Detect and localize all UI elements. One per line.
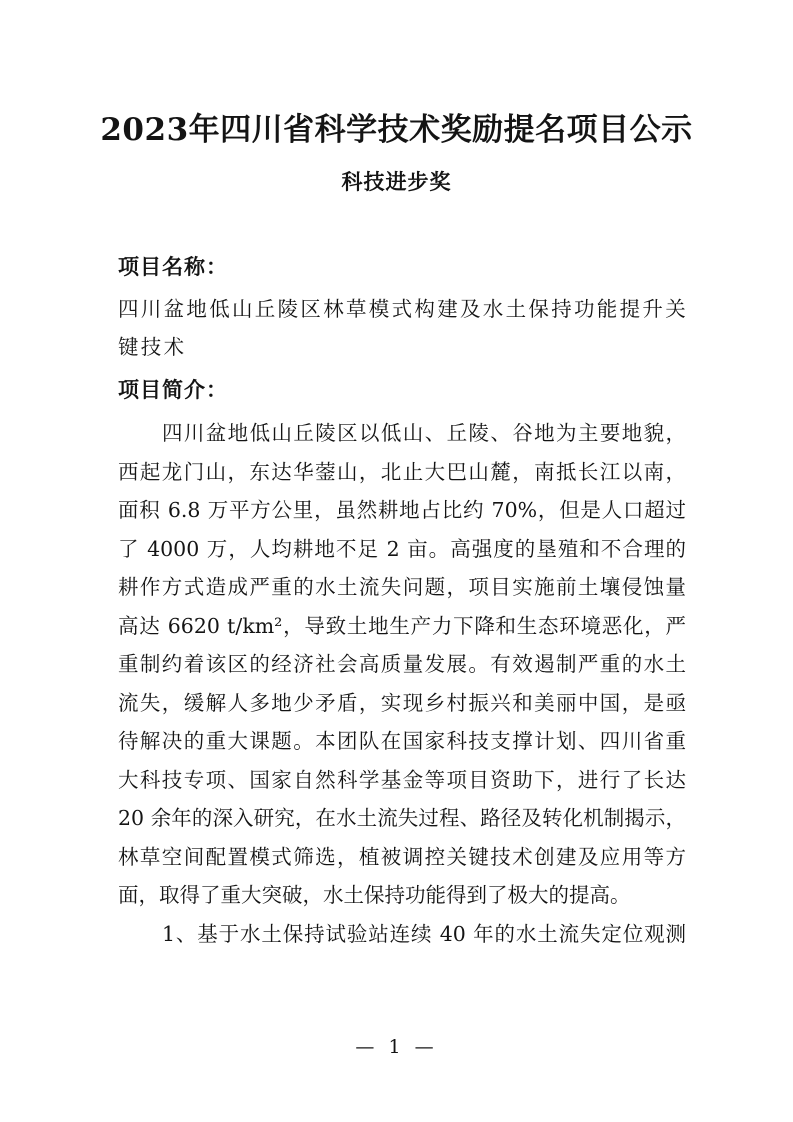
body-line: 重制约着该区的经济社会高质量发展。有效遏制严重的水土 [118, 652, 686, 676]
project-name-line: 键技术 [118, 335, 187, 359]
body-line: 面，取得了重大突破，水土保持功能得到了极大的提高。 [118, 883, 631, 907]
project-intro-label: 项目简介： [118, 377, 228, 402]
body-line: 面积 6.8 万平方公里，虽然耕地占比约 70%，但是人口超过 [118, 498, 686, 522]
body-line: 流失，缓解人多地少矛盾，实现乡村振兴和美丽中国，是亟 [118, 690, 686, 715]
body-line: 四川盆地低山丘陵区以低山、丘陵、谷地为主要地貌， [162, 421, 686, 445]
document-title: 2023年四川省科学技术奖励提名项目公示 [100, 112, 693, 148]
project-name-line: 四川盆地低山丘陵区林草模式构建及水土保持功能提升关 [118, 297, 688, 321]
body-line: 1、基于水土保持试验站连续 40 年的水土流失定位观测 [162, 921, 686, 946]
body-line: 大科技专项、国家自然科学基金等项目资助下，进行了长达 [118, 767, 686, 792]
project-name-label: 项目名称： [118, 254, 228, 279]
body-line: 待解决的重大课题。本团队在国家科技支撑计划、四川省重 [118, 729, 686, 753]
body-line: 林草空间配置模式筛选，植被调控关键技术创建及应用等方 [118, 844, 686, 869]
body-line: 20 余年的深入研究，在水土流失过程、路径及转化机制揭示， [118, 806, 686, 830]
award-category: 科技进步奖 [341, 169, 452, 194]
project-intro-body [118, 414, 698, 953]
project-name [118, 290, 688, 366]
body-line: 西起龙门山，东达华蓥山，北止大巴山麓，南抵长江以南， [118, 459, 686, 484]
body-line: 高达 6620 t/km²，导致土地生产力下降和生态环境恶化，严 [118, 613, 686, 638]
page-number: — 1 — [355, 1036, 438, 1058]
body-line: 耕作方式造成严重的水土流失问题，项目实施前土壤侵蚀量 [118, 575, 686, 599]
body-line: 了 4000 万，人均耕地不足 2 亩。高强度的垦殖和不合理的 [118, 536, 686, 561]
